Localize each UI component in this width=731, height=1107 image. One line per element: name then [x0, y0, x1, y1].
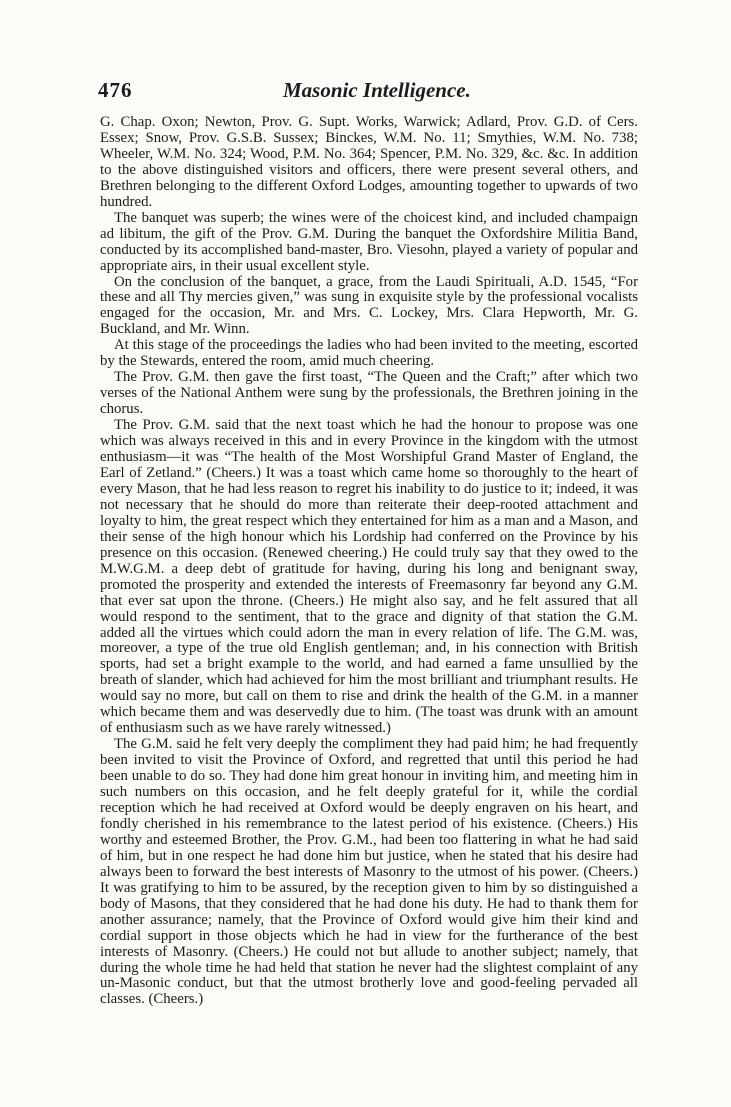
- page-header: [98, 78, 638, 104]
- paragraph-banquet: The banquet was superb; the wines were of the choicest kind, and included champaign ad libitum, the gift of the Prov. G.M. During the banquet the Oxfordshire Militia Band, conducted by its accomplished band-master, Bro. Viesohn, played a variety of popular and appropriate airs, in their usual excellent style.: [100, 209, 638, 274]
- paragraph-ladies: At this stage of the proceedings the ladies who had been invited to the meeting, escorted by the Stewards, entered the room, amid much cheering.: [100, 337, 638, 370]
- article-body: [100, 115, 638, 1008]
- paragraph-gm-reply: The G.M. said he felt very deeply the compliment they had paid him; he had frequently been invited to visit the Province of Oxford, and regretted that until this period he had been unable to do so. They had done him great honour in inviting him, and meeting him in such numbers on this occasion, and he felt deeply grateful for it, while the cordial reception which he had received at Oxford would be deeply engraven on his heart, and fondly cherished in his remembrance to the latest period of his existence. (Cheers.) His worthy and esteemed Brother, the Prov. G.M., had been too flattering in what he had said of him, but in one respect he had done him but justice, when he stated that his desire had always been to forward the best interests of Masonry to the utmost of his power. (Cheers.) It was gratifying to him to be assured, by the reception given to him by so distinguished a body of Masons, that they considered that he had done his duty. He had to thank them for another assurance; namely, that the Province of Oxford would give him their kind and cordial support in those objects which he had in view for the furtherance of the best interests of Masonry. (Cheers.) He could not but allude to another subject; namely, that during the whole time he had held that station he never had the slightest complaint of any un-Masonic conduct, but that the utmost brotherly love and good-feeling pervaded all classes. (Cheers.): [100, 736, 638, 1008]
- paragraph-grace: On the conclusion of the banquet, a grace, from the Laudi Spirituali, A.D. 1545, “For these and all Thy mercies given,” was sung in exquisite style by the professional vocalists engaged for the occasion, Mr. and Mrs. C. Lockey, Mrs. Clara Hepworth, Mr. G. Buckland, and Mr. Winn.: [100, 273, 638, 338]
- running-title: Masonic Intelligence.: [283, 78, 471, 102]
- paragraph-grand-master-toast: The Prov. G.M. said that the next toast which he had the honour to propose was one which was always received in this and in every Province in the kingdom with the utmost enthusiasm—it was “The health of the Most Worshipful Grand Master of England, the Earl of Zetland.” (Cheers.) It was a toast which came home so thoroughly to the heart of every Mason, that he had less reason to regret his inability to do justice to it; indeed, it was not necessary that he should do more than reiterate their deep-rooted attachment and loyalty to him, the great respect which they entertained for him as a man and a Mason, and their sense of the high honour which his Lordship had conferred on the Province by his presence on this occasion. (Renewed cheering.) He could truly say that they owed to the M.W.G.M. a deep debt of gratitude for having, during his long and benignant sway, promoted the prosperity and extended the interests of Freemasonry far beyond any G.M. that ever sat upon the throne. (Cheers.) He might also say, and he felt assured that all would respond to the sentiment, that to the grace and dignity of that station the G.M. added all the virtues which could adorn the man in every relation of life. The G.M. was, moreover, a type of the true old English gentleman; and, in his connection with British sports, had set a bright example to the world, and had earned a fame unsullied by the breath of slander, which had achieved for him the most brilliant and triumphant results. He would say no more, but call on them to rise and drink the health of the G.M. in a manner which became them and was deservedly due to him. (The toast was drunk with an amount of enthusiasm such as we have rarely witnessed.): [100, 417, 638, 737]
- paragraph-first-toast: The Prov. G.M. then gave the first toast, “The Queen and the Craft;” after which two verses of the National Anthem were sung by the professionals, the Brethren joining in the chorus.: [100, 369, 638, 418]
- page-number: 476: [98, 78, 133, 102]
- paragraph-visitors-list: G. Chap. Oxon; Newton, Prov. G. Supt. Works, Warwick; Adlard, Prov. G.D. of Cers. Essex; Snow, Prov. G.S.B. Sussex; Binckes, W.M. No. 11; Smythies, W.M. No. 738; Wheeler, W.M. No. 324; Wood, P.M. No. 364; Spencer, P.M. No. 329, &c. &c. In addition to the above distinguished visitors and officers, there were present several others, and Brethren belonging to the different Oxford Lodges, amounting together to upwards of two hundred.: [100, 114, 638, 210]
